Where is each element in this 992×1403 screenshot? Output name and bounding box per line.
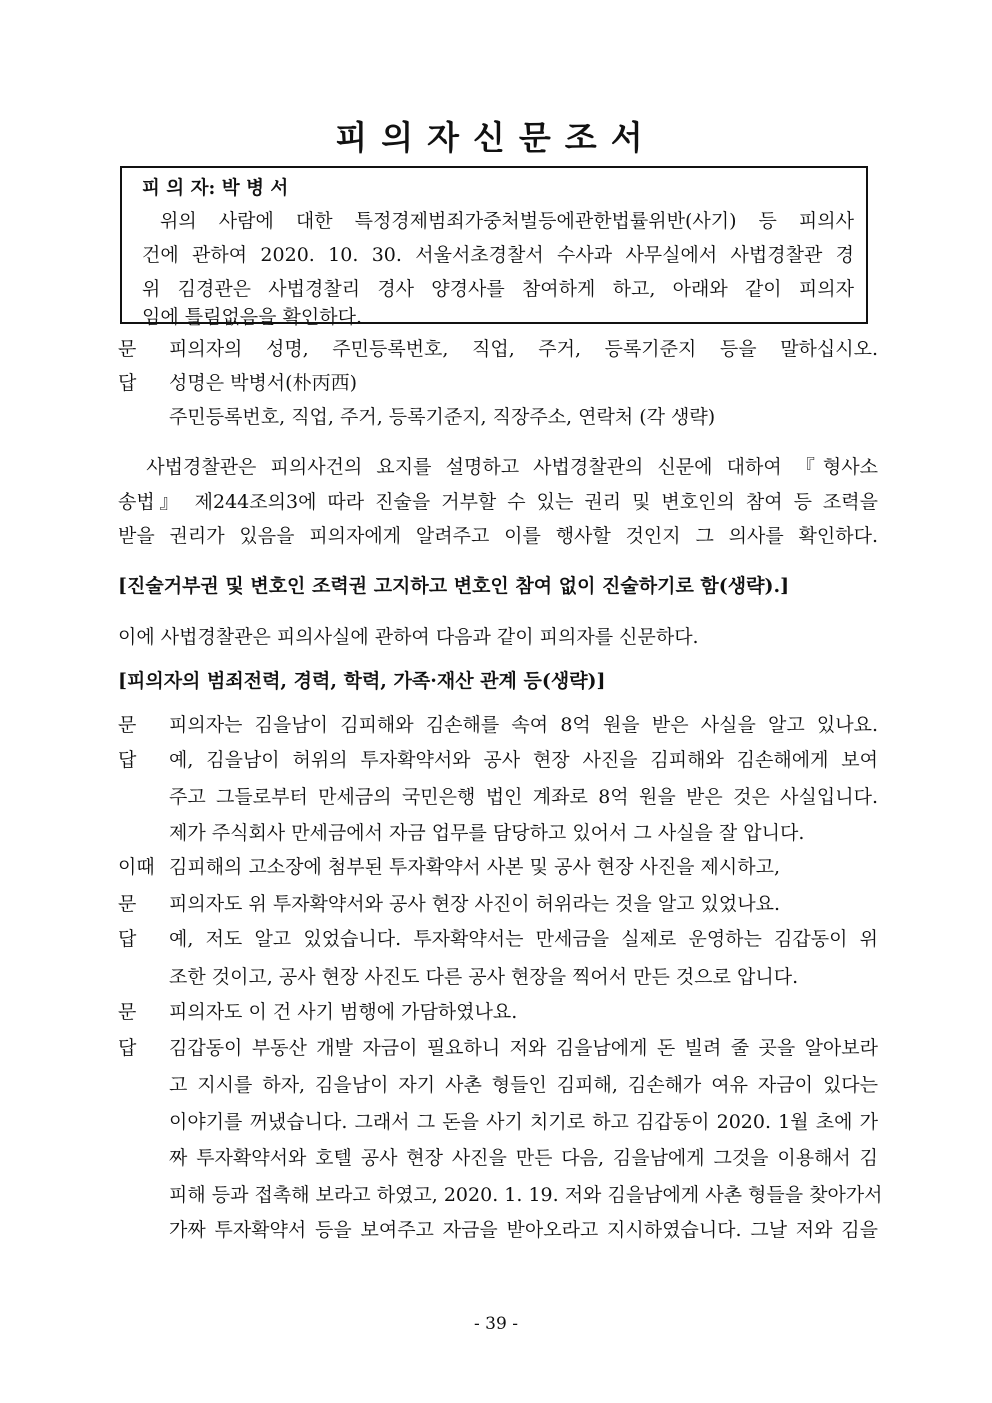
box-line: 위 김경관은 사법경찰리 경사 양경사를 참여하게 하고, 아래와 같이 피의자 (142, 278, 854, 300)
qa-label: 이때 (118, 856, 155, 878)
qa-row (118, 1215, 878, 1245)
qa-text: 예, 김을남이 허위의 투자확약서와 공사 현장 사진을 김피해와 김손해에게 보여 (169, 749, 878, 771)
qa-row (118, 1070, 878, 1100)
qa-row (118, 1143, 878, 1173)
page-number: - 39 - (474, 1314, 518, 1334)
interrogation-intro: 이에 사법경찰관은 피의사실에 관하여 다음과 같이 피의자를 신문하다. (118, 626, 699, 648)
qa-text: 피의자의 성명, 주민등록번호, 직업, 주거, 등록기준지 등을 말하십시오. (169, 338, 878, 360)
suspect-name-heading: 피 의 자: 박 병 서 (142, 178, 289, 199)
qa-text: 제가 주식회사 만세금에서 자금 업무를 담당하고 있어서 그 사실을 잘 압니다. (169, 822, 805, 844)
qa-label: 답 (118, 749, 137, 771)
qa-text: 성명은 박병서(朴丙西) (169, 372, 357, 394)
qa-row (118, 782, 878, 812)
qa-text: 고 지시를 하자, 김을남이 자기 사촌 형들인 김피해, 김손해가 여유 자금이 있다는 (169, 1074, 878, 1096)
qa-label: 답 (118, 928, 137, 950)
notice-line: 사법경찰관은 피의사건의 요지를 설명하고 사법경찰관의 신문에 대하여 『형사소 (118, 456, 878, 478)
qa-row (118, 1033, 878, 1063)
qa-label: 문 (118, 714, 137, 736)
qa-text: 예, 저도 알고 있었습니다. 투자확약서는 만세금을 실제로 운영하는 김갑동이 위 (169, 928, 878, 950)
suspect-info-box (120, 166, 868, 328)
qa-text: 주민등록번호, 직업, 주거, 등록기준지, 직장주소, 연락처 (각 생략) (169, 406, 716, 428)
qa-row (118, 962, 878, 992)
qa-row (118, 818, 878, 848)
box-line: 임에 틀림없음을 확인하다. (142, 306, 363, 328)
qa-row (118, 1107, 878, 1137)
document-title: 피의자신문조서 (335, 118, 657, 157)
bracket-note-rights: [진술거부권 및 변호인 조력권 고지하고 변호인 참여 없이 진술하기로 함(생략).] (118, 575, 790, 597)
qa-row (118, 745, 878, 775)
qa-row (118, 710, 878, 740)
qa-text: 피의자도 위 투자확약서와 공사 현장 사진이 허위라는 것을 알고 있었나요. (169, 893, 781, 915)
qa-row (118, 1180, 883, 1210)
qa-text: 가짜 투자확약서 등을 보여주고 자금을 받아오라고 지시하였습니다. 그날 저와 김을 (169, 1219, 878, 1241)
qa-row (118, 368, 878, 398)
box-line: 위의 사람에 대한 특정경제범죄가중처벌등에관한법률위반(사기) 등 피의사 (160, 210, 854, 232)
qa-label: 문 (118, 1001, 137, 1023)
qa-row (118, 924, 878, 954)
qa-text: 짜 투자확약서와 호텔 공사 현장 사진을 만든 다음, 김을남에게 그것을 이용해서 김 (169, 1147, 878, 1169)
qa-text: 피의자도 이 건 사기 범행에 가담하였나요. (169, 1001, 518, 1023)
notice-line: 받을 권리가 있음을 피의자에게 알려주고 이를 행사할 것인지 그 의사를 확인하다. (118, 525, 878, 547)
qa-row (118, 334, 878, 364)
qa-row (118, 889, 878, 919)
qa-text: 피의자는 김을남이 김피해와 김손해를 속여 8억 원을 받은 사실을 알고 있나요. (169, 714, 878, 736)
notice-line: 송법』 제244조의3에 따라 진술을 거부할 수 있는 권리 및 변호인의 참여 등 조력을 (118, 491, 878, 513)
box-line: 건에 관하여 2020. 10. 30. 서울서초경찰서 수사과 사무실에서 사법경찰관 경 (142, 244, 854, 266)
qa-text: 조한 것이고, 공사 현장 사진도 다른 공사 현장을 찍어서 만든 것으로 압니다. (169, 966, 799, 988)
qa-text: 김갑동이 부동산 개발 자금이 필요하니 저와 김을남에게 돈 빌려 줄 곳을 알아보라 (169, 1037, 878, 1059)
qa-label: 답 (118, 372, 137, 394)
qa-text: 피해 등과 접촉해 보라고 하였고, 2020. 1. 19. 저와 김을남에게 사촌 형들을 찾아가서 (169, 1184, 883, 1206)
qa-text: 김피해의 고소장에 첨부된 투자확약서 사본 및 공사 현장 사진을 제시하고, (169, 856, 781, 878)
qa-row (118, 852, 878, 882)
bracket-note-background: [피의자의 범죄전력, 경력, 학력, 가족·재산 관계 등(생략)] (118, 670, 606, 692)
qa-label: 답 (118, 1037, 137, 1059)
qa-text: 이야기를 꺼냈습니다. 그래서 그 돈을 사기 치기로 하고 김갑동이 2020. 1월 초에 가 (169, 1111, 878, 1133)
qa-label: 문 (118, 338, 137, 360)
qa-label: 문 (118, 893, 137, 915)
qa-row (118, 997, 878, 1027)
qa-text: 주고 그들로부터 만세금의 국민은행 법인 계좌로 8억 원을 받은 것은 사실입니다. (169, 786, 878, 808)
qa-row (118, 402, 878, 432)
